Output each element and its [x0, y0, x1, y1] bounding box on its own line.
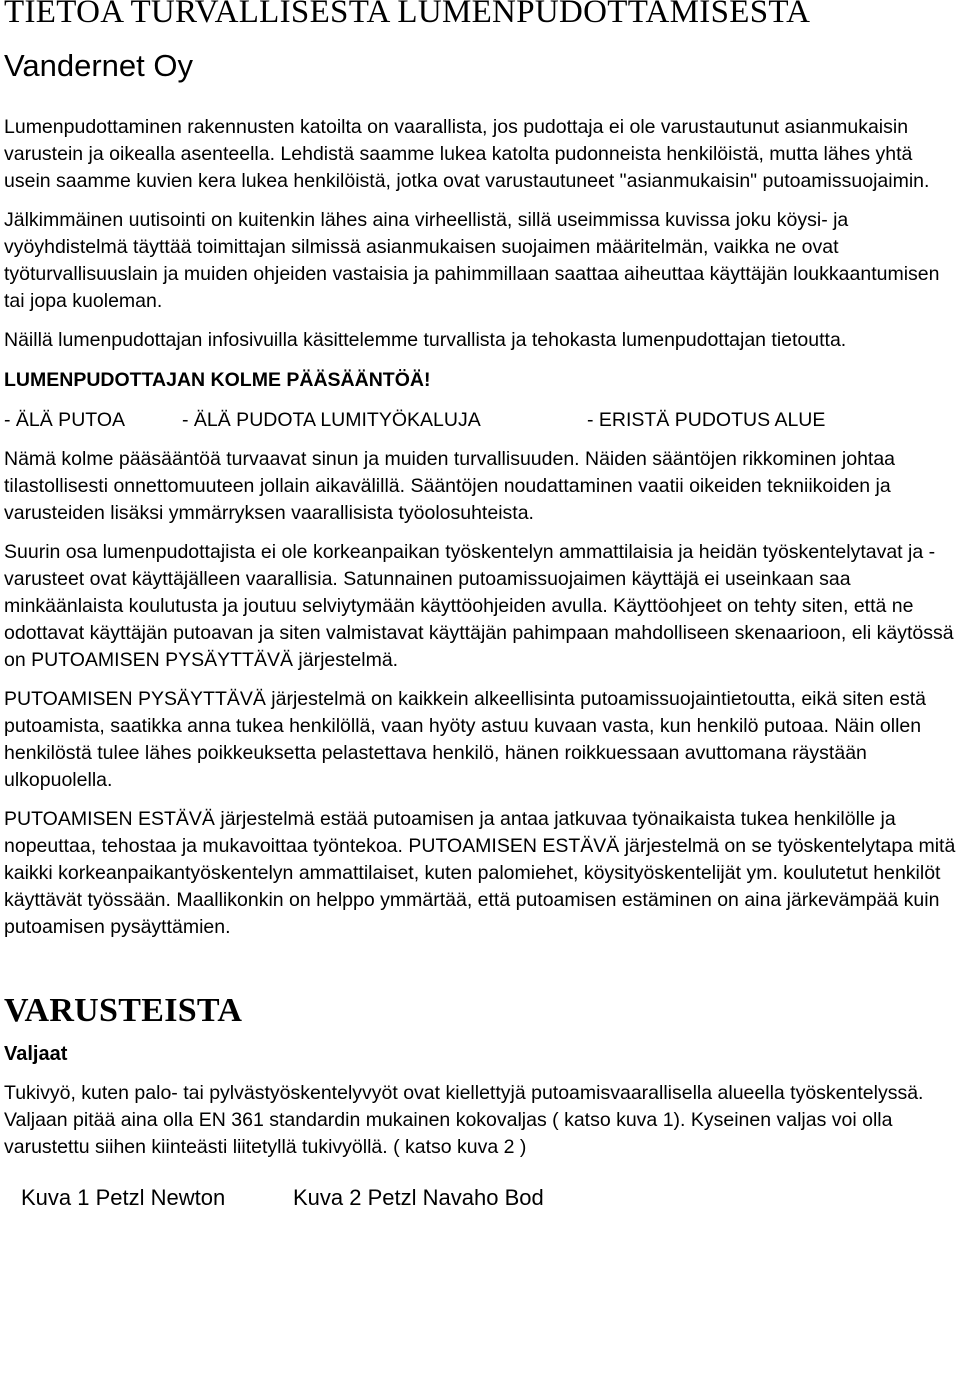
fall-prevention-paragraph: PUTOAMISEN ESTÄVÄ järjestelmä estää putoamisen ja antaa jatkuvaa työnaikaista tukea henkilölle ja nopeuttaa, tehostaa ja mukavoittaa työntekoa. PUTOAMISEN ESTÄVÄ järjestelmä on se työskentelytapa mitä kaikki korkeanpaikantyöskentelyn ammattilaiset, kuten palomiehet, köysityöskentelijät ym. koulutetut henkilöt käyttävät työssään. Maallikonkin on helppo ymmärtää, että putoamisen estäminen on aina järkevämpää kuin putoamisen pysäyttämien. — [4, 808, 956, 938]
rules-heading: LUMENPUDOTTAJAN KOLME PÄÄSÄÄNTÖÄ! — [4, 369, 431, 391]
fall-arrest-paragraph: PUTOAMISEN PYSÄYTTÄVÄ järjestelmä on kaikkein alkeellisinta putoamissuojaintietoutta, eikä siten estä putoamista, saatikka anna tukea henkilöllä, vaan hyöty astuu kuvaan vasta, kun henkilö putoaa. Näin ollen henkilöstä tulee lähes poikkeuksetta pelastettava henkilö, hänen roikkuessaan avuttomana räystään ulkopuolella. — [4, 688, 926, 791]
news-paragraph: Jälkimmäinen uutisointi on kuitenkin lähes aina virheellistä, sillä useimmissa kuvissa joku köysi- ja vyöyhdistelmä täyttää toimittajan silmissä asianmukaisen suojaimen määritelmän, vaikka ne ovat työturvallisuuslain ja muiden ohjeiden vastaisia ja pahimmillaan saattaa aiheuttaa käyttäjän loukkaantumisen tai jopa kuoleman. — [4, 209, 940, 312]
sub-heading: Valjaat — [4, 1043, 68, 1065]
harness-paragraph: Tukivyö, kuten palo- tai pylvästyöskentelyvyöt ovat kiellettyjä putoamisvaarallisella alueella työskentelyssä. Valjaan pitää aina olla EN 361 standardin mukainen kokovaljas ( katso kuva 1). Kyseinen valjas voi olla varustettu siihen kiinteästi liitetyllä tukivyöllä. ( katso kuva 2 ) — [4, 1082, 924, 1158]
rule-item: - ÄLÄ PUTOA — [4, 409, 126, 431]
section-title: VARUSTEISTA — [4, 992, 243, 1029]
rules-list — [4, 407, 956, 434]
professionals-paragraph: Suurin osa lumenpudottajista ei ole korkeanpaikan työskentelyn ammattilaisia ja heidän työskentelytavat ja -varusteet ovat käyttäjälleen vaarallisia. Satunnainen putoamissuojaimen käyttäjä ei useinkaan saa minkäänlaista koulutusta ja joutuu selviytymään käyttöohjeiden avulla. Käyttöohjeet on tehty siten, että ne odottavat käyttäjän putoavan ja siten valmistavat käyttäjän pahimpaan mahdolliseen skenaarioon, eli käytössä on PUTOAMISEN PYSÄYTTÄVÄ järjestelmä. — [4, 541, 954, 671]
document-page — [4, 0, 956, 1213]
rules-paragraph: Nämä kolme pääsääntöä turvaavat sinun ja muiden turvallisuuden. Näiden sääntöjen rikkominen johtaa tilastollisesti onnettomuuteen jollain aikavälillä. Sääntöjen noudattaminen vaatii oikeiden tekniikoiden ja varusteiden lisäksi ymmärryksen vaarallisista työolosuhteista. — [4, 448, 896, 524]
figure-caption: Kuva 2 Petzl Navaho Bod — [293, 1185, 544, 1210]
infopages-paragraph: Näillä lumenpudottajan infosivuilla käsittelemme turvallista ja tehokasta lumenpudottajan tietoutta. — [4, 329, 847, 351]
figure-caption: Kuva 1 Petzl Newton — [21, 1185, 226, 1210]
rule-item: - ERISTÄ PUDOTUS ALUE — [587, 409, 826, 431]
figure-captions — [4, 1183, 956, 1213]
company-name: Vandernet Oy — [4, 48, 193, 83]
intro-paragraph: Lumenpudottaminen rakennusten katoilta on vaarallista, jos pudottaja ei ole varustautunut asianmukaisin varustein ja oikealla asenteella. Lehdistä saamme lukea katolta pudonneista henkilöistä, mutta lähes yhtä usein saamme kuvien kera lukea henkilöistä, jotka ovat varustautuneet "asianmukaisin" putoamissuojaimin. — [4, 116, 930, 192]
rule-item: - ÄLÄ PUDOTA LUMITYÖKALUJA — [182, 409, 481, 431]
document-title: TIETOA TURVALLISESTA LUMENPUDOTTAMISESTA — [4, 0, 811, 30]
